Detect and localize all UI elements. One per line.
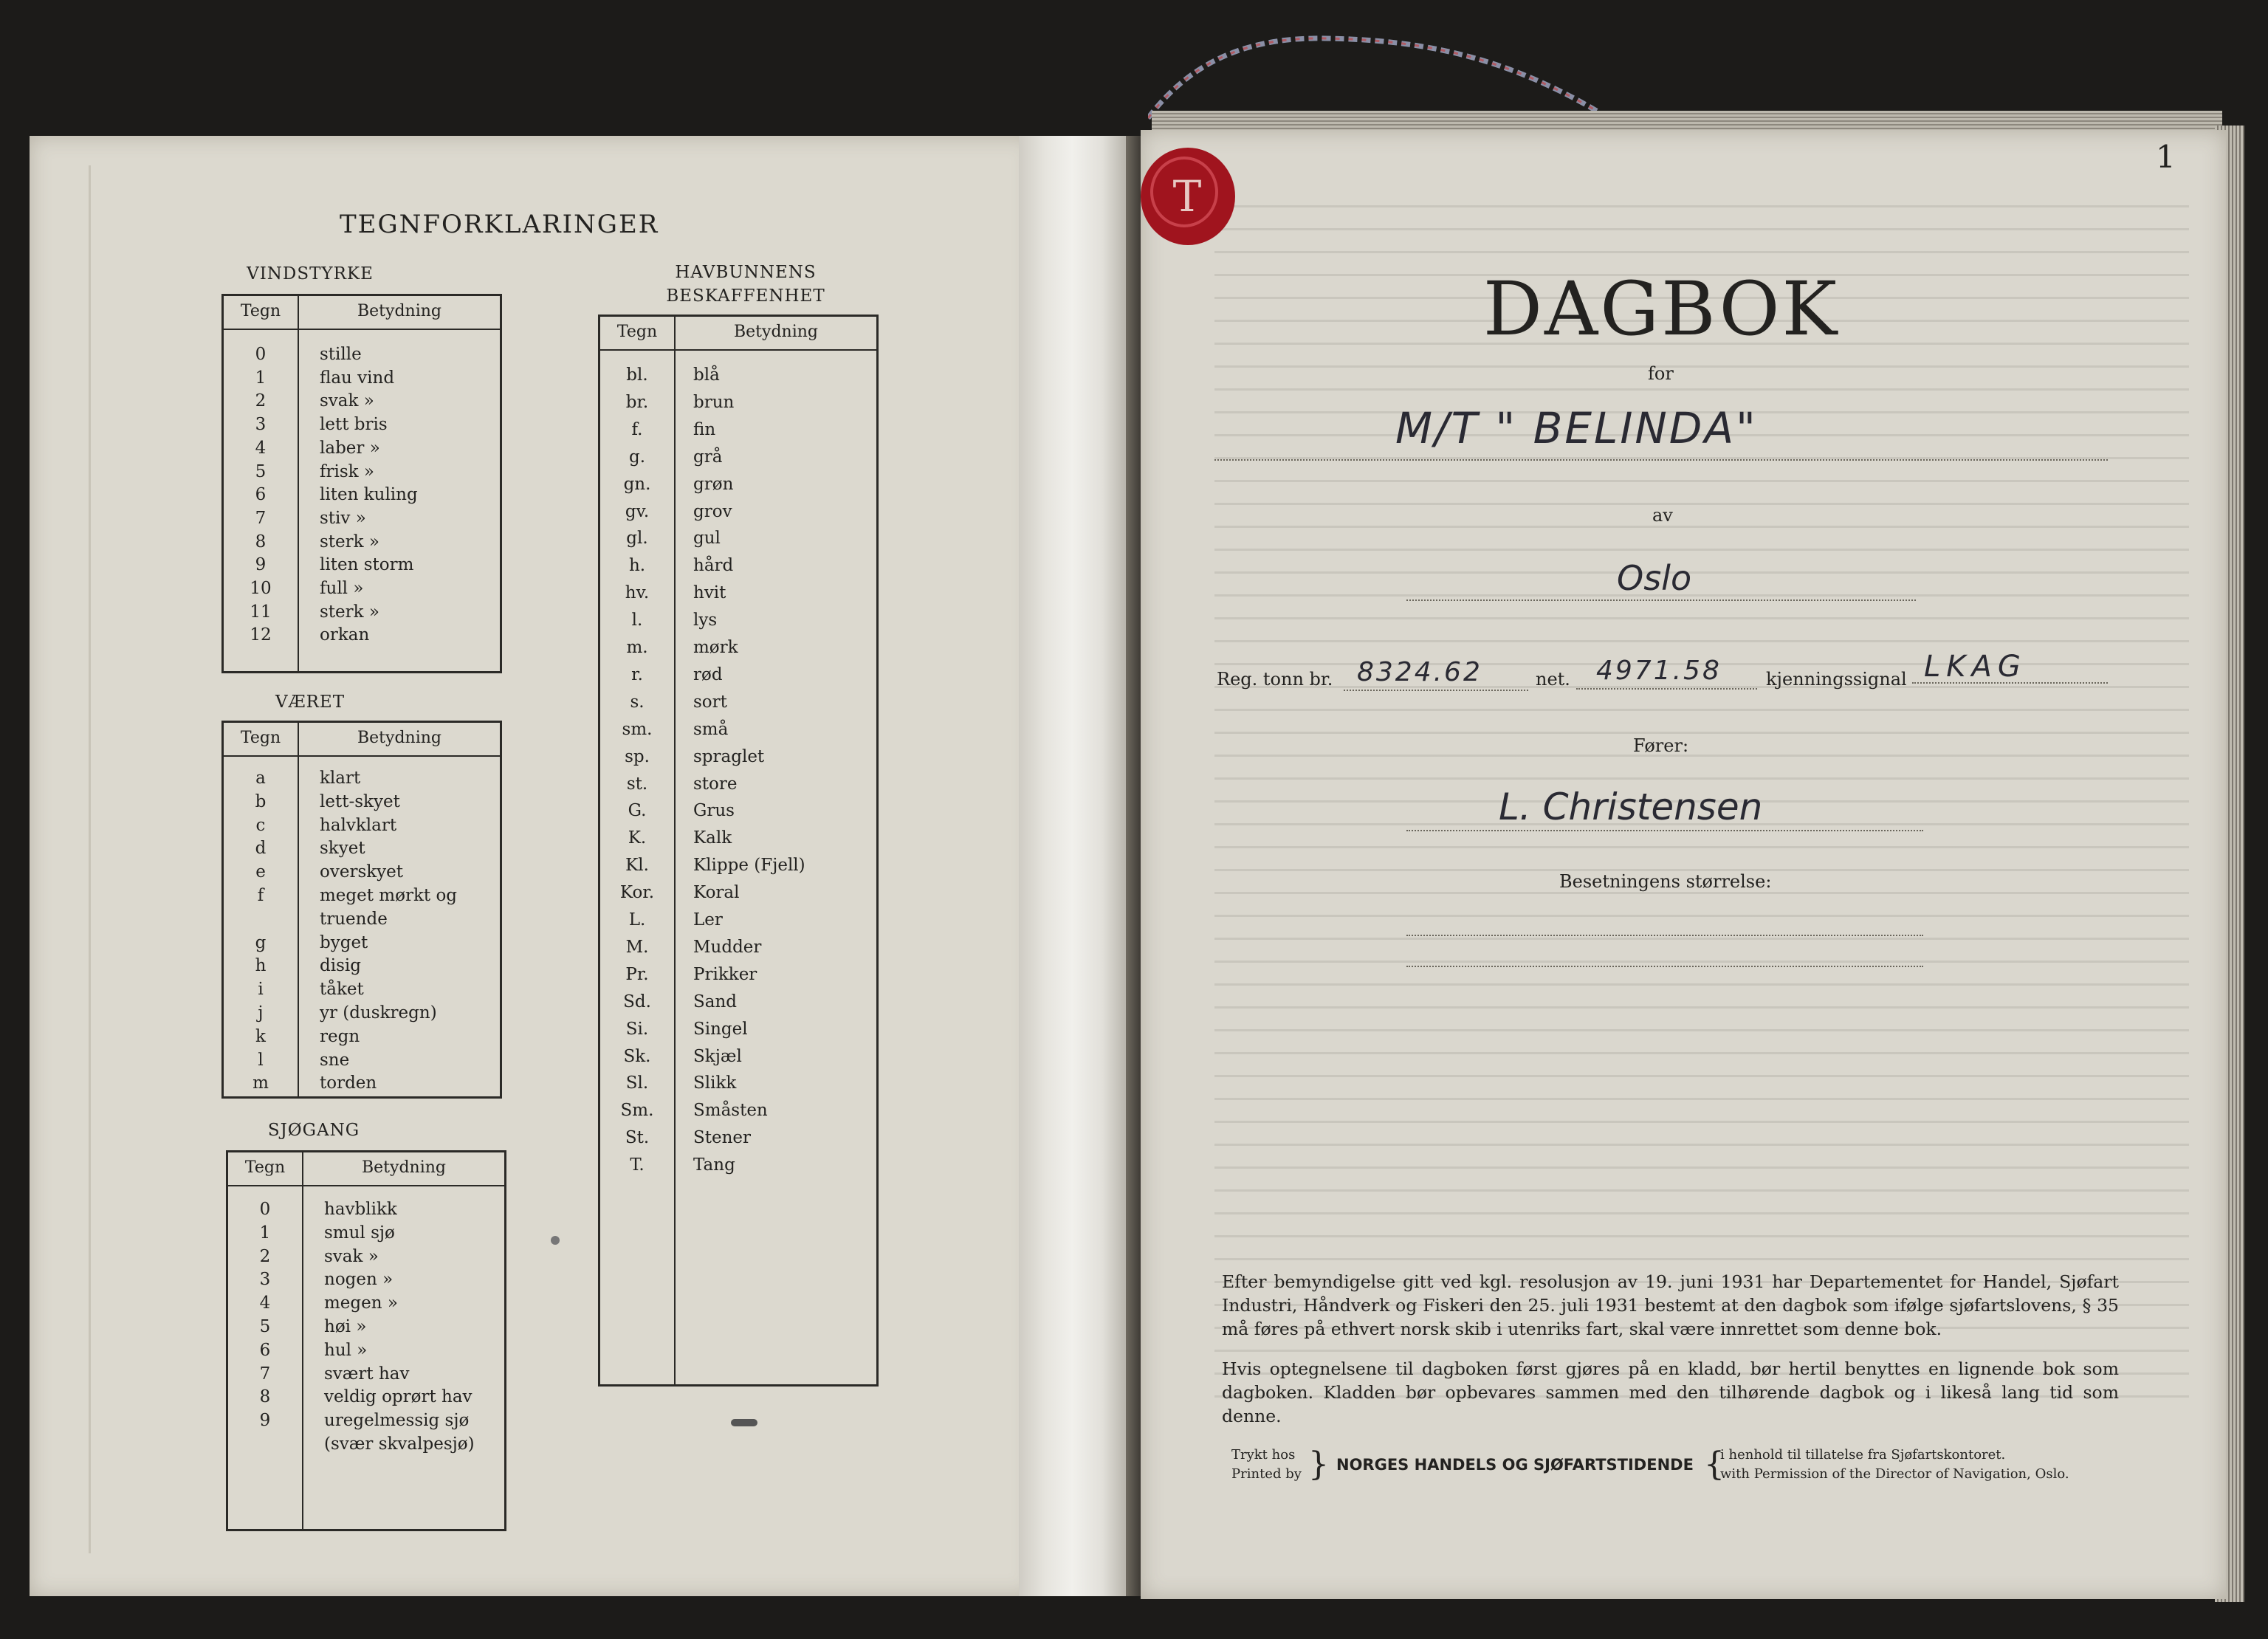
row-meaning: disig	[320, 956, 361, 976]
row-meaning: sterk »	[320, 532, 379, 552]
wax-seal	[1137, 143, 1239, 248]
table-row	[224, 769, 500, 792]
row-meaning: tåket	[320, 980, 364, 1000]
row-meaning: veldig oprørt hav	[324, 1387, 472, 1407]
row-meaning: sne	[320, 1050, 350, 1070]
table-row	[600, 1020, 876, 1043]
row-code: Kl.	[625, 856, 649, 876]
net-tonnage: 4971.58	[1596, 656, 1722, 686]
table-row	[600, 1047, 876, 1071]
row-meaning: orkan	[320, 625, 370, 645]
ship-name-line	[1214, 459, 2108, 461]
row-meaning: hvit	[693, 583, 726, 603]
table-row	[600, 801, 876, 825]
printed-by-line2: Printed by	[1231, 1466, 1302, 1482]
row-code: K.	[628, 828, 647, 848]
table-row	[600, 856, 876, 879]
col-meaning-header: Betydning	[734, 323, 818, 341]
row-code: br.	[625, 392, 649, 412]
row-code: m.	[626, 638, 648, 657]
row-meaning: små	[693, 719, 729, 739]
table-row	[224, 345, 500, 368]
row-code: 2	[255, 391, 267, 411]
table-row	[224, 1073, 500, 1097]
signal-label: kjenningssignal	[1766, 669, 1907, 690]
row-code: 4	[255, 438, 267, 458]
av-label: av	[1652, 505, 1673, 526]
row-meaning: svært hav	[324, 1364, 410, 1384]
table-row	[600, 665, 876, 689]
row-meaning: grøn	[693, 474, 734, 494]
table-row	[224, 910, 500, 933]
sjogang-title: SJØGANG	[267, 1121, 360, 1140]
row-code: j	[258, 1003, 264, 1023]
row-meaning: Kalk	[693, 828, 732, 848]
table-row	[224, 625, 500, 649]
row-code: 3	[259, 1270, 271, 1290]
havbunn-table	[598, 315, 879, 1387]
row-meaning: Stener	[693, 1128, 752, 1148]
row-meaning: brun	[693, 392, 735, 412]
gross-tonnage-line	[1344, 690, 1528, 691]
vaeret-table	[221, 721, 502, 1099]
table-row	[228, 1247, 504, 1271]
table-row	[600, 502, 876, 526]
table-row	[228, 1364, 504, 1388]
table-row	[228, 1293, 504, 1317]
row-code: 7	[259, 1364, 271, 1384]
row-code: r.	[631, 664, 643, 684]
row-code: 10	[250, 579, 272, 598]
row-code: Sl.	[625, 1073, 649, 1093]
col-code-header: Tegn	[240, 302, 281, 320]
row-code: gn.	[623, 474, 651, 494]
row-code: 5	[259, 1317, 271, 1336]
row-code: sp.	[625, 746, 650, 766]
row-meaning: lett-skyet	[320, 791, 400, 811]
row-meaning: Koral	[693, 883, 740, 903]
table-row	[600, 747, 876, 771]
paper-blemish	[731, 1419, 757, 1426]
seal-letter: T	[1172, 171, 1202, 221]
table-row	[600, 475, 876, 498]
col-meaning-header: Betydning	[357, 729, 441, 747]
table-row	[224, 933, 500, 957]
row-meaning: Klippe (Fjell)	[693, 856, 805, 876]
row-code: c	[255, 815, 266, 835]
row-meaning: blå	[693, 365, 720, 385]
row-code: bl.	[626, 365, 648, 385]
row-code: Pr.	[625, 964, 649, 984]
row-meaning: uregelmessig sjø	[324, 1411, 470, 1431]
table-row	[224, 1027, 500, 1051]
row-code: sm.	[622, 719, 653, 739]
row-meaning: Prikker	[693, 964, 757, 984]
row-code: 6	[255, 485, 267, 505]
home-port-line	[1406, 599, 1916, 601]
net-tonnage-line	[1576, 688, 1757, 690]
table-row	[224, 485, 500, 509]
table-row	[228, 1434, 504, 1458]
table-row	[224, 862, 500, 886]
row-meaning: megen »	[324, 1293, 398, 1313]
row-meaning: gul	[693, 529, 721, 549]
table-row	[224, 439, 500, 462]
row-meaning: Skjæl	[693, 1046, 742, 1066]
row-code: 12	[250, 625, 272, 645]
havbunn-title-line1: HAVBUNNENS	[675, 263, 817, 282]
row-meaning: skyet	[320, 839, 365, 859]
row-meaning: laber »	[320, 438, 380, 458]
row-meaning: flau vind	[320, 368, 395, 388]
row-code: m	[252, 1073, 269, 1093]
crew-size-line-1	[1406, 935, 1923, 936]
row-meaning: nogen »	[324, 1270, 394, 1290]
home-port: Oslo	[1617, 558, 1692, 598]
book-spine	[1019, 136, 1126, 1596]
row-code: 11	[250, 602, 272, 622]
for-label: for	[1648, 363, 1674, 384]
table-row	[600, 720, 876, 743]
imprint	[1231, 1446, 2125, 1490]
table-row	[600, 883, 876, 907]
table-row	[228, 1200, 504, 1223]
table-row	[224, 462, 500, 486]
row-code: l.	[631, 611, 643, 630]
net-label: net.	[1536, 669, 1570, 690]
row-code: st.	[626, 774, 648, 794]
row-code: 0	[259, 1200, 271, 1219]
row-code: M.	[625, 937, 649, 957]
table-row	[224, 980, 500, 1003]
row-meaning: svak »	[320, 391, 374, 411]
row-meaning: liten storm	[320, 555, 414, 575]
row-code: g.	[628, 447, 646, 467]
row-code: gv.	[625, 501, 650, 521]
table-row	[600, 774, 876, 798]
table-row	[224, 956, 500, 980]
table-row	[600, 1101, 876, 1124]
row-meaning: torden	[320, 1073, 377, 1093]
ship-name: M/T " BELINDA"	[1395, 403, 1758, 453]
row-meaning: klart	[320, 769, 361, 788]
row-code: f	[257, 886, 264, 905]
row-meaning: Ler	[693, 910, 723, 930]
table-row	[224, 792, 500, 816]
row-meaning: sort	[693, 692, 727, 712]
row-code: Sm.	[620, 1101, 654, 1121]
row-meaning: Grus	[693, 801, 735, 821]
row-code: Sd.	[623, 992, 651, 1011]
table-row	[228, 1411, 504, 1434]
table-row	[224, 532, 500, 556]
reg-tonnage-label: Reg. tonn br.	[1217, 669, 1333, 690]
row-code: L.	[628, 910, 646, 930]
crew-size-label: Besetningens størrelse:	[1559, 871, 1772, 892]
sjogang-table	[226, 1150, 506, 1531]
row-meaning: Slikk	[693, 1073, 737, 1093]
row-meaning: rød	[693, 664, 723, 684]
row-meaning: hul »	[324, 1340, 368, 1360]
row-code: St.	[625, 1128, 650, 1148]
table-row	[224, 886, 500, 910]
paper-blemish	[551, 1236, 560, 1245]
row-code: 9	[259, 1411, 271, 1431]
row-meaning: Singel	[693, 1019, 748, 1039]
table-row	[224, 555, 500, 579]
table-row	[600, 365, 876, 389]
vindstyrke-title: VINDSTYRKE	[247, 264, 374, 284]
row-meaning: Småsten	[693, 1101, 768, 1121]
row-code: h	[255, 956, 267, 976]
permission-line1: i henhold til tillatelse fra Sjøfartskontoret.	[1720, 1447, 2006, 1463]
table-row	[600, 828, 876, 852]
row-meaning: høi »	[324, 1317, 367, 1336]
row-meaning: yr (duskregn)	[320, 1003, 437, 1023]
row-meaning: havblikk	[324, 1200, 397, 1219]
row-meaning: stille	[320, 345, 362, 364]
vaeret-title: VÆRET	[275, 693, 346, 712]
row-meaning: meget mørkt og	[320, 886, 458, 905]
row-code: d	[255, 839, 267, 859]
table-row	[224, 602, 500, 626]
master-name: L. Christensen	[1499, 786, 1763, 828]
col-code-header: Tegn	[616, 323, 658, 341]
vindstyrke-table	[221, 294, 502, 673]
table-row	[224, 1051, 500, 1074]
row-code: G.	[628, 801, 647, 821]
table-row	[224, 839, 500, 862]
row-code: l	[258, 1050, 264, 1070]
row-code: e	[255, 862, 266, 882]
row-code: gl.	[626, 529, 648, 549]
table-row	[600, 529, 876, 552]
col-meaning-header: Betydning	[357, 302, 441, 320]
crew-size-line-2	[1406, 966, 1923, 967]
row-meaning: frisk »	[320, 461, 374, 481]
call-sign: LKAG	[1924, 650, 2027, 684]
col-code-header: Tegn	[244, 1158, 286, 1177]
row-meaning: lett bris	[320, 415, 388, 435]
row-meaning: Mudder	[693, 937, 762, 957]
row-meaning: spraglet	[693, 746, 765, 766]
row-meaning: Tang	[693, 1155, 735, 1175]
table-row	[224, 509, 500, 532]
table-row	[224, 579, 500, 602]
table-row	[228, 1270, 504, 1293]
row-code: Kor.	[619, 883, 655, 903]
row-code: 2	[259, 1246, 271, 1266]
draft-note-paragraph: Hvis optegnelsene til dagboken først gjøres på en kladd, bør hertil benyttes en lignende bok som dagboken. Kladden bør opbevares sammen med den tilhørende dagbok og i likeså lang tid som denne.	[1222, 1358, 2119, 1426]
table-row	[228, 1387, 504, 1411]
row-code: b	[255, 791, 267, 811]
row-meaning: Sand	[693, 992, 738, 1011]
table-row	[600, 965, 876, 989]
row-meaning: byget	[320, 932, 368, 952]
row-meaning: (svær skvalpesjø)	[324, 1434, 475, 1454]
row-code: s.	[630, 692, 645, 712]
row-meaning: store	[693, 774, 738, 794]
table-row	[600, 1128, 876, 1152]
printed-by-line1: Trykt hos	[1231, 1447, 1296, 1463]
table-row	[600, 583, 876, 607]
row-code: hv.	[625, 583, 650, 603]
row-meaning: smul sjø	[324, 1223, 395, 1243]
row-code: k	[255, 1026, 266, 1046]
permission-line2: with Permission of the Director of Navigation, Oslo.	[1720, 1466, 2069, 1482]
row-meaning: lys	[693, 611, 718, 630]
row-code: h.	[628, 556, 646, 576]
row-meaning: full »	[320, 579, 364, 598]
table-row	[224, 391, 500, 415]
row-meaning: stiv »	[320, 508, 366, 528]
table-row	[600, 393, 876, 416]
table-row	[600, 611, 876, 634]
call-sign-line	[1912, 682, 2108, 684]
table-row	[224, 368, 500, 392]
row-code: 6	[259, 1340, 271, 1360]
row-code: g	[255, 932, 267, 952]
row-meaning: regn	[320, 1026, 360, 1046]
legend-title: TEGNFORKLARINGER	[340, 210, 659, 239]
row-code: Sk.	[623, 1046, 651, 1066]
row-meaning: grov	[693, 501, 732, 521]
row-code: T.	[630, 1155, 645, 1175]
row-meaning: sterk »	[320, 602, 379, 622]
table-row	[600, 420, 876, 444]
row-meaning: overskyet	[320, 862, 404, 882]
row-meaning: svak »	[324, 1246, 379, 1266]
row-meaning: liten kuling	[320, 485, 418, 505]
row-code: 8	[255, 532, 267, 552]
left-page	[30, 136, 1034, 1596]
row-code: f.	[631, 419, 643, 439]
row-meaning: halvklart	[320, 815, 397, 835]
table-row	[228, 1317, 504, 1341]
page-number: 1	[2156, 139, 2176, 175]
table-row	[600, 910, 876, 934]
row-code: 9	[255, 555, 267, 575]
row-code: 1	[255, 368, 267, 388]
table-row	[228, 1341, 504, 1364]
printer-name: NORGES HANDELS OG SJØFARTSTIDENDE	[1336, 1456, 1694, 1474]
brace-right: {	[1704, 1446, 1725, 1483]
row-meaning: grå	[693, 447, 723, 467]
table-row	[600, 1073, 876, 1097]
row-code: 5	[255, 461, 267, 481]
row-code: 8	[259, 1387, 271, 1407]
table-row	[224, 1003, 500, 1027]
master-name-line	[1406, 830, 1923, 831]
row-code: 0	[255, 345, 267, 364]
table-row	[600, 638, 876, 662]
book-title: DAGBOK	[1482, 266, 1840, 352]
gross-tonnage: 8324.62	[1357, 657, 1482, 687]
row-meaning: truende	[320, 909, 388, 929]
havbunn-title-line2: BESKAFFENHET	[666, 286, 825, 306]
row-code: a	[255, 769, 266, 788]
row-code: i	[258, 980, 264, 1000]
master-label: Fører:	[1633, 735, 1689, 756]
row-code: 3	[255, 415, 267, 435]
decree-paragraph: Efter bemyndigelse gitt ved kgl. resolusjon av 19. juni 1931 har Departementet for Handel, Sjøfart Industri, Håndverk og Fiskeri den 25. juli 1931 bestemt at den dagbok som ifølge sjøfartslovens, § 35 må føres på ethvert norsk skib i utenriks fart, skal være innrettet som denne bok.	[1222, 1271, 2119, 1339]
row-meaning: fin	[693, 419, 716, 439]
brace-left: }	[1308, 1446, 1329, 1483]
row-code: Si.	[625, 1019, 649, 1039]
row-meaning: mørk	[693, 638, 738, 657]
table-row	[228, 1223, 504, 1247]
row-code: 7	[255, 508, 267, 528]
row-code: 1	[259, 1223, 271, 1243]
table-row	[600, 693, 876, 716]
table-row	[600, 992, 876, 1016]
table-row	[600, 938, 876, 961]
col-code-header: Tegn	[240, 729, 281, 747]
table-row	[224, 415, 500, 439]
table-row	[224, 816, 500, 839]
table-row	[600, 1155, 876, 1179]
col-meaning-header: Betydning	[362, 1158, 446, 1177]
table-row	[600, 556, 876, 580]
table-row	[600, 447, 876, 471]
row-meaning: hård	[693, 556, 734, 576]
row-code: 4	[259, 1293, 271, 1313]
